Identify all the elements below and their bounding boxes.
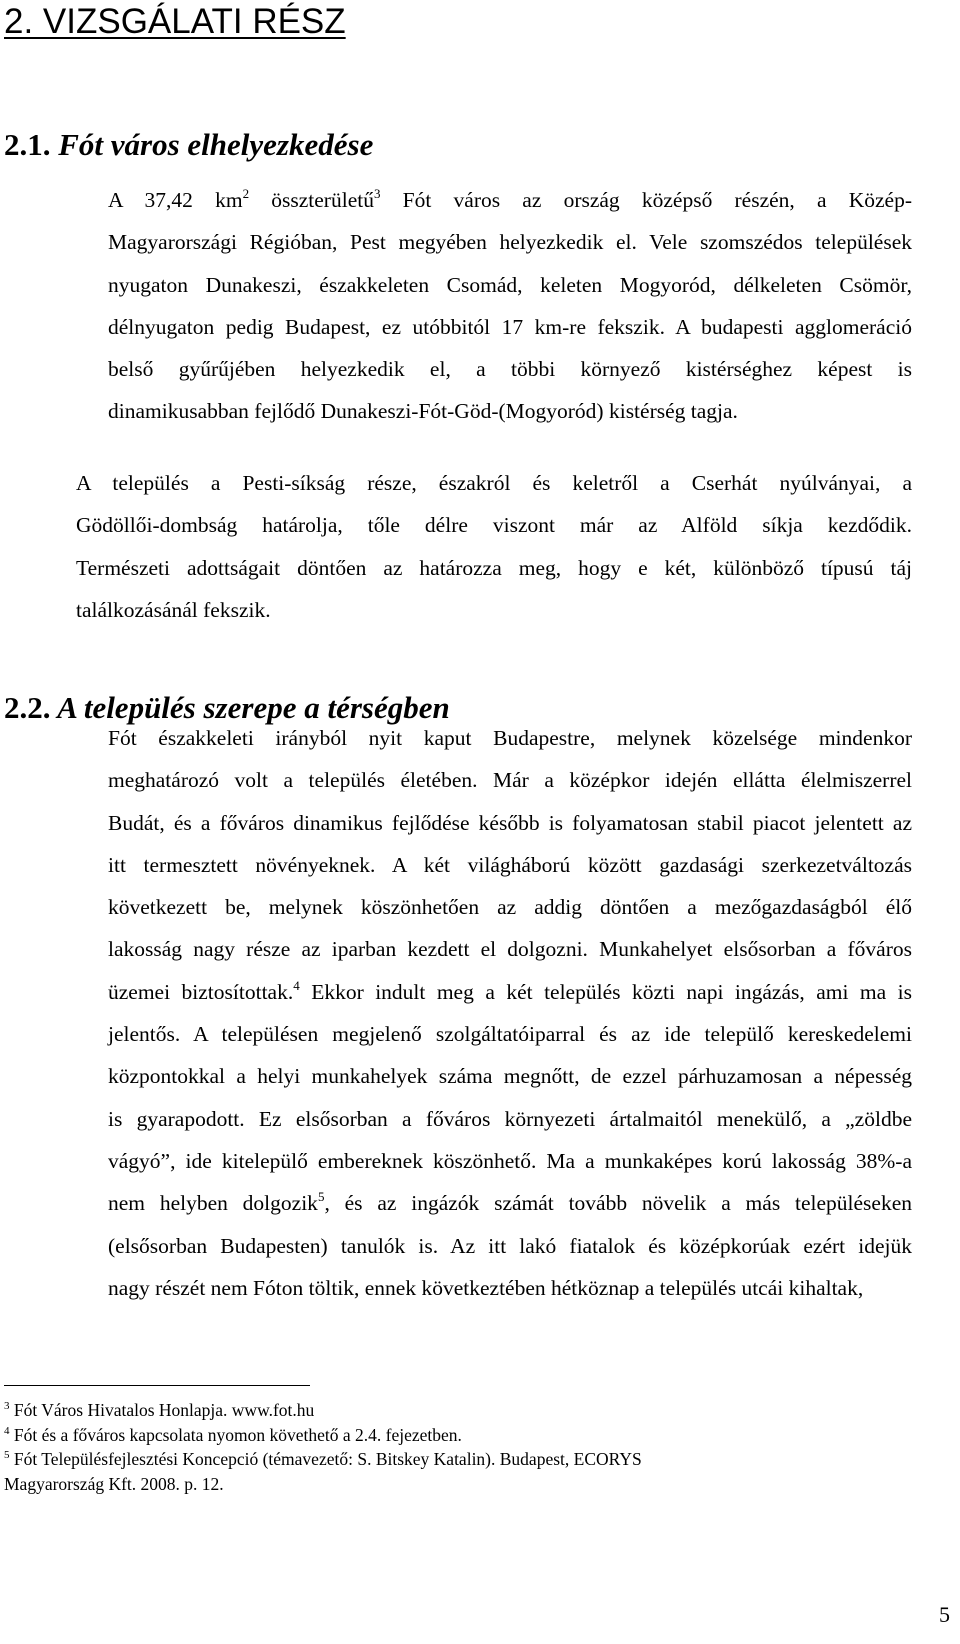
footnote-text: Fót Településfejlesztési Koncepció (témavezető: S. Bitskey Katalin). Budapest, ECORYS bbox=[9, 1449, 642, 1469]
text-line bbox=[4, 802, 912, 844]
text-line bbox=[4, 547, 912, 589]
footnote-mark: 4 bbox=[4, 1424, 10, 1437]
footnote-mark: 5 bbox=[4, 1448, 10, 1461]
footnote-divider bbox=[4, 1385, 310, 1386]
text-run: Gödöllői-dombság határolja, tőle délre viszont már az Alföld síkja kezdődik. bbox=[76, 513, 912, 538]
text-run: A település a Pesti-síkság része, északról és keletről a Cserhát nyúlványai, a bbox=[76, 471, 912, 495]
text-run: Ekkor indult meg a két település közti napi ingázás, ami ma is bbox=[299, 979, 912, 1004]
text-line bbox=[4, 1267, 912, 1309]
footnote bbox=[4, 1423, 904, 1448]
text-line bbox=[4, 1140, 912, 1182]
paragraph-location bbox=[4, 179, 912, 433]
text-run: nem helyben dolgozik bbox=[108, 1191, 318, 1216]
text-run: , és az ingázók számát tovább növelik a más településeken bbox=[324, 1191, 912, 1216]
footnote bbox=[4, 1398, 904, 1423]
section-number: 2.2. bbox=[4, 690, 51, 725]
paragraph-role bbox=[4, 717, 912, 1309]
text-line bbox=[4, 971, 912, 1013]
text-line bbox=[4, 179, 912, 221]
footnote bbox=[4, 1472, 904, 1497]
text-run: találkozásánál fekszik. bbox=[76, 597, 271, 622]
text-line bbox=[4, 1225, 912, 1267]
section-heading-2-1 bbox=[4, 125, 373, 165]
text-run: Fót északkeleti irányból nyit kaput Budapestre, melynek közelsége mindenkor bbox=[108, 726, 912, 750]
chapter-title: 2. VIZSGÁLATI RÉSZ bbox=[4, 2, 346, 41]
text-line bbox=[4, 306, 912, 348]
text-line bbox=[4, 504, 912, 546]
text-run: következett be, melynek köszönhetően az addig döntően a mezőgazdaságból élő bbox=[108, 895, 912, 920]
text-run: belső gyűrűjében helyezkedik el, a többi környező kistérséghez képest is bbox=[108, 357, 912, 382]
footnote-reference: 5 bbox=[317, 1189, 325, 1205]
text-line bbox=[4, 462, 912, 504]
text-line bbox=[4, 390, 912, 432]
text-line bbox=[4, 759, 912, 801]
text-line bbox=[4, 886, 912, 928]
text-run: (elsősorban Budapesten) tanulók is. Az itt lakó fiatalok és középkorúak ezért idejük bbox=[108, 1233, 912, 1258]
text-line bbox=[4, 221, 912, 263]
footnote-text: Magyarország Kft. 2008. p. 12. bbox=[4, 1473, 224, 1494]
text-line bbox=[4, 928, 912, 970]
text-run: Természeti adottságait döntően az határozza meg, hogy e két, különböző típusú táj bbox=[76, 555, 912, 580]
text-run: Budát, és a főváros dinamikus fejlődése később is folyamatosan stabil piacot jelentett az bbox=[108, 810, 912, 835]
text-line bbox=[4, 1098, 912, 1140]
text-run: Fót város az ország középső részén, a Közép- bbox=[380, 188, 912, 212]
section-number: 2.1. bbox=[4, 127, 51, 162]
section-title: Fót város elhelyezkedése bbox=[58, 127, 374, 162]
text-run: üzemei biztosítottak. bbox=[108, 979, 294, 1004]
footnote-reference: 2 bbox=[242, 185, 250, 201]
text-line bbox=[4, 1013, 912, 1055]
footnote-reference: 3 bbox=[373, 185, 381, 201]
footnote-reference: 4 bbox=[293, 977, 300, 993]
text-run: A 37,42 km bbox=[108, 188, 243, 212]
text-run: itt termesztett növényeknek. A két világháború között gazdasági szerkezetváltozás bbox=[108, 852, 912, 877]
footnote-text: Fót Város Hivatalos Honlapja. www.fot.hu bbox=[9, 1400, 315, 1420]
text-run: dinamikusabban fejlődő Dunakeszi-Fót-Göd-(Mogyoród) kistérség tagja. bbox=[108, 399, 738, 424]
text-line bbox=[4, 348, 912, 390]
text-run: Magyarországi Régióban, Pest megyében helyezkedik el. Vele szomszédos települések bbox=[108, 230, 912, 255]
text-run: központokkal a helyi munkahelyek száma megnőtt, de ezzel párhuzamosan a népesség bbox=[108, 1064, 912, 1089]
text-run: is gyarapodott. Ez elsősorban a főváros környezeti ártalmaitól menekülő, a „zöldbe bbox=[108, 1106, 912, 1131]
footnotes bbox=[4, 1398, 904, 1496]
text-line bbox=[4, 1055, 912, 1097]
text-run: jelentős. A településen megjelenő szolgáltatóiparral és az ide települő kereskedelemi bbox=[108, 1022, 912, 1047]
text-run: meghatározó volt a település életében. Már a középkor idején ellátta élelmiszerrel bbox=[108, 768, 912, 793]
page-number: 5 bbox=[939, 1602, 950, 1627]
text-run: összterületű bbox=[249, 188, 374, 212]
paragraph-landscape bbox=[4, 462, 912, 631]
text-run: nagy részét nem Fóton töltik, ennek következtében hétköznap a település utcái kihaltak, bbox=[108, 1275, 864, 1300]
text-line bbox=[4, 717, 912, 759]
text-line bbox=[4, 589, 912, 631]
text-run: délnyugaton pedig Budapest, ez utóbbitól 17 km-re fekszik. A budapesti agglomeráció bbox=[108, 314, 912, 339]
text-run: nyugaton Dunakeszi, északkeleten Csomád, keleten Mogyoród, délkeleten Csömör, bbox=[108, 272, 912, 297]
footnote-text: Fót és a főváros kapcsolata nyomon követhető a 2.4. fejezetben. bbox=[9, 1424, 462, 1445]
text-line bbox=[4, 264, 912, 306]
text-line bbox=[4, 1182, 912, 1224]
footnote-mark: 3 bbox=[4, 1399, 10, 1412]
text-run: vágyó”, ide kitelepülő embereknek köszönhető. Ma a munkaképes korú lakosság 38%-a bbox=[108, 1148, 912, 1173]
text-line bbox=[4, 844, 912, 886]
text-run: lakosság nagy része az iparban kezdett el dolgozni. Munkahelyet elsősorban a főváros bbox=[108, 937, 912, 962]
section-title: A település szerepe a térségben bbox=[57, 690, 450, 725]
footnote bbox=[4, 1447, 904, 1472]
